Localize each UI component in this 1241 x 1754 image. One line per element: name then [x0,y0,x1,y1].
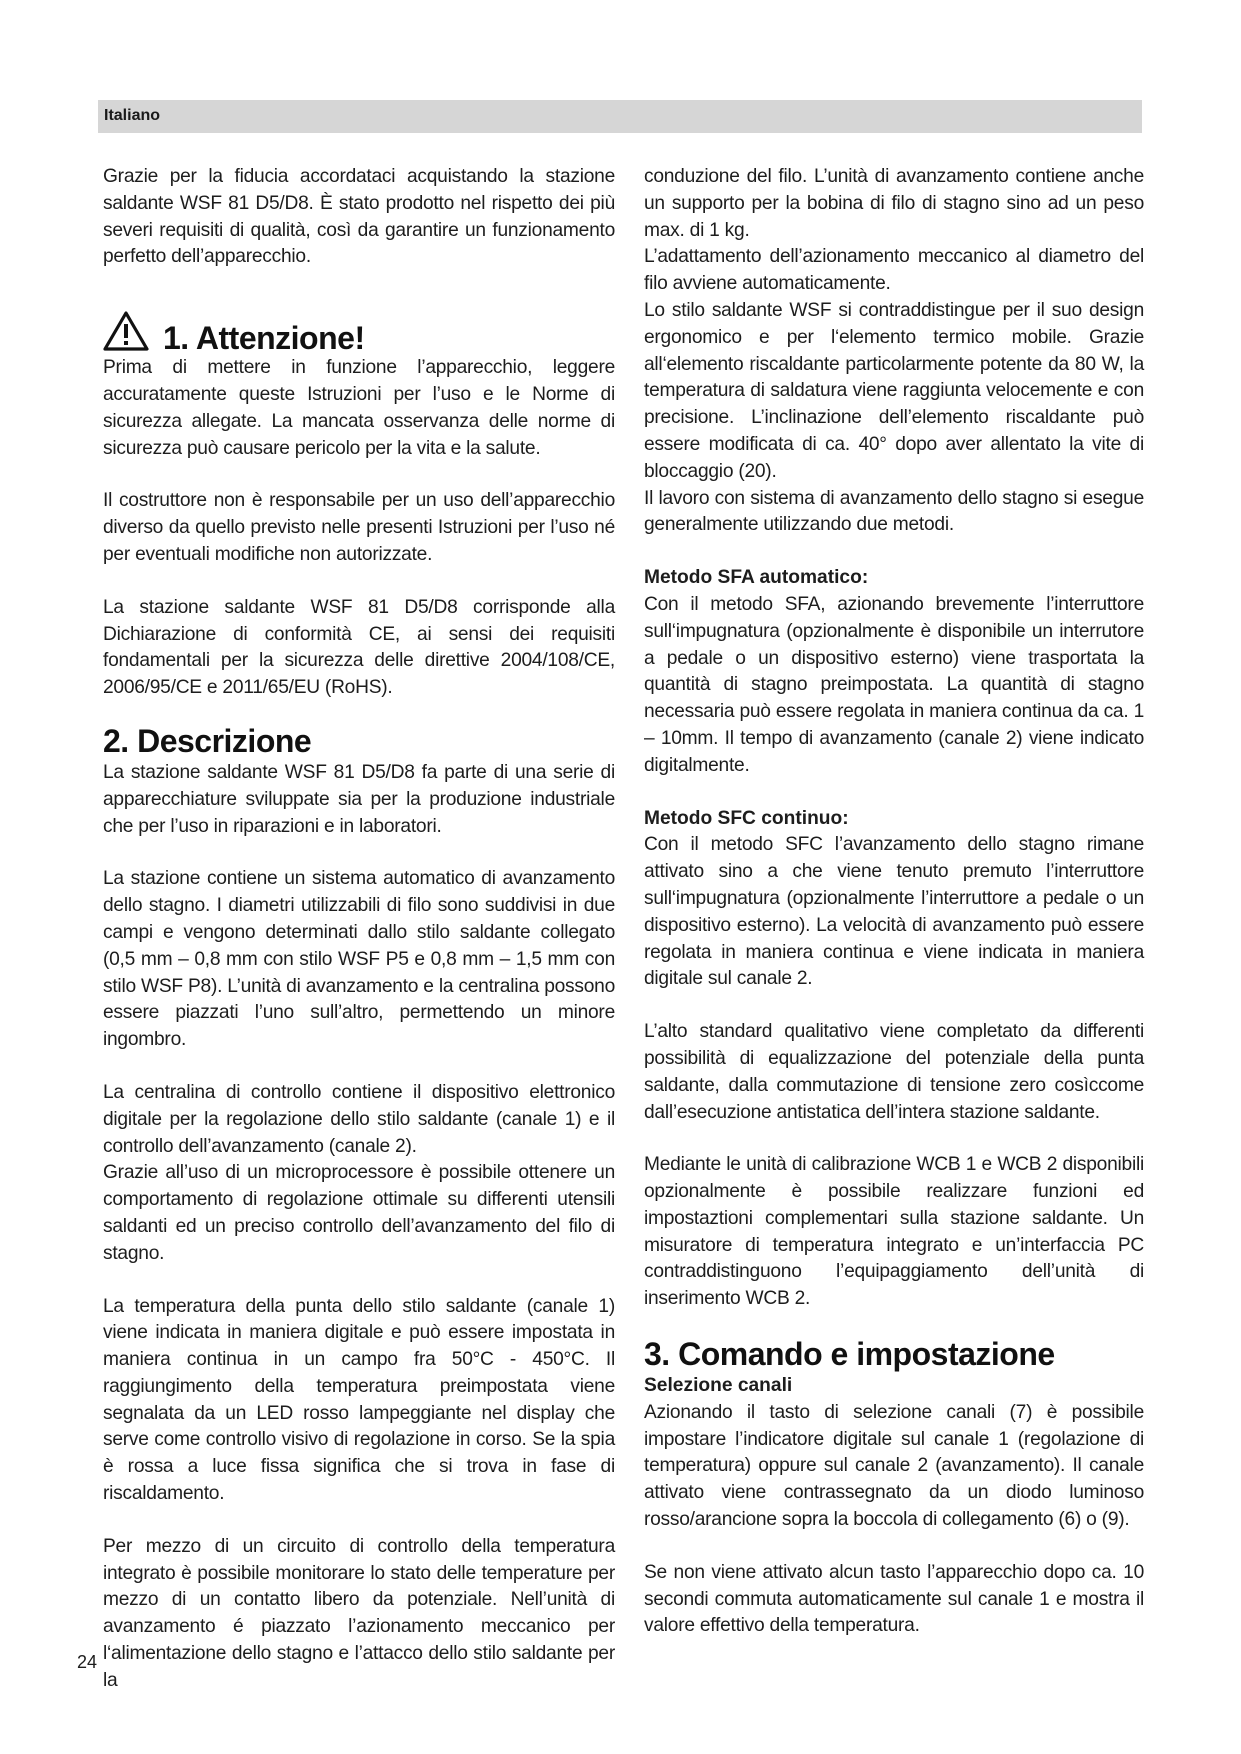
section-heading-description: 2. Descrizione [103,722,312,759]
attention-paragraph-1: Prima di mettere in funzione l’apparecchio, leggere accuratamente queste Istruzioni per l’uso e le Norme di sicurezza allegate. La mancata osservanza delle norme di sicurezza può causare pericolo per la vita e la salute. [103,357,615,459]
description-paragraph-5: La temperatura della punta dello stilo saldante (canale 1) viene indicata in maniera digitale e può essere impostata in maniera continua in un campo fra 50°C - 450°C. Il raggiungimento della temperatura preimpostata viene segnalata da un LED rosso lampeggiante nel display che serve come controllo visivo di regolazione in corso. Se la spia è rossa a luce fissa significa che si trova in fase di riscaldamento. [103,1295,615,1505]
right-paragraph-6: Mediante le unità di calibrazione WCB 1 e WCB 2 disponibili opzionalmente è possibile realizzare funzioni ed impostaztioni complementari sulla stazione saldante. Un misuratore di temperatura integrato e un’interfaccia PC contraddistinguono l’equipaggiamento dell’unità di inserimento WCB 2. [644,1154,1144,1310]
channel-selection-paragraph: Azionando il tasto di selezione canali (7) è possibile impostare l’indicatore digitale sul canale 1 (regolazione di temperatura) oppure sul canale 2 (avanzamento). Il canale attivato viene contrassegnato da un diodo luminoso rosso/arancione sopra la boccola di collegamento (6) o (9). [644,1401,1144,1531]
right-column [644,164,1144,1640]
right-paragraph-4: Il lavoro con sistema di avanzamento dello stagno si esegue generalmente utilizzando due metodi. [644,487,1144,536]
sfa-method-paragraph: Con il metodo SFA, azionando brevemente l’interruttore sull‘impugnatura (opzionalmente è disponibile un interrutore a pedale o un dispositivo esterno) viene trasportata la quantità di stagno preimpostata. La quantità di stagno necessaria può essere regolata in maniera continua da ca. 1 – 10mm. Il tempo di avanzamento (canale 2) viene indicato digitalmente. [644,593,1144,776]
right-paragraph-2: L’adattamento dell’azionamento meccanico al diametro del filo avviene automaticamente. [644,246,1144,295]
right-paragraph-7: Se non viene attivato alcun tasto l’apparecchio dopo ca. 10 secondi commuta automaticamente sul canale 1 e mostra il valore effettivo della temperatura. [644,1561,1144,1637]
attention-paragraph-2: Il costruttore non è responsabile per un uso dell’apparecchio diverso da quello previsto nelle presenti Istruzioni per l’uso né per eventuali modifiche non autorizzate. [103,490,615,565]
channel-selection-title: Selezione canali [644,1375,793,1397]
language-bar [98,100,1142,133]
description-paragraph-6: Per mezzo di un circuito di controllo della temperatura integrato è possibile monitorare lo stato delle temperature per mezzo di un contatto libero da potenziale. Nell’unità di avanzamento é piazzato l’azionamento meccanico per l‘alimentazione dello stagno e l’attacco dello stilo saldante per la [103,1535,615,1691]
language-label: Italiano [104,107,161,124]
description-paragraph-2: La stazione contiene un sistema automatico di avanzamento dello stagno. I diametri utilizzabili di filo sono suddivisi in due campi e vengono determinati dallo stilo saldante collegato (0,5 mm – 0,8 mm con stilo WSF P5 e 0,8 mm – 1,5 mm con stilo WSF P8). L’unità di avanzamento e la centralina possono essere piazzati l’uno sull’altro, permettendo un minore ingombro. [103,868,615,1051]
intro-paragraph: Grazie per la fiducia accordataci acquistando la stazione saldante WSF 81 D5/D8. È stato prodotto nel rispetto dei più severi requisiti di qualità, così da garantire un funzionamento perfetto dell’apparecchio. [103,166,615,268]
description-paragraph-4: Grazie all’uso di un microprocessore è possibile ottenere un comportamento di regolazione ottimale su differenti utensili saldanti ed un preciso controllo dell’avanzamento del filo di stagno. [103,1162,615,1264]
description-paragraph-1: La stazione saldante WSF 81 D5/D8 fa parte di una serie di apparecchiature sviluppate sia per la produzione industriale che per l’uso in riparazioni e in laboratori. [103,761,615,837]
section-heading-attention: 1. Attenzione! [163,320,365,357]
sfc-method-title: Metodo SFC continuo: [644,807,849,829]
right-paragraph-1: conduzione del filo. L’unità di avanzamento contiene anche un supporto per la bobina di filo di stagno sino ad un peso max. di 1 kg. [644,166,1144,241]
attention-heading-row [103,311,615,357]
page-number: 24 [77,1652,98,1672]
sfc-method-paragraph: Con il metodo SFC l’avanzamento dello stagno rimane attivato sino a che viene tenuto premuto l’interruttore sull‘impugnatura (opzionalmente l’interruttore a pedale o un dispositivo esterno). La velocità di avanzamento può essere regolata in maniera continua e viene indicata in maniera digitale sul canale 2. [644,834,1144,990]
attention-paragraph-3: La stazione saldante WSF 81 D5/D8 corrisponde alla Dichiarazione di conformità CE, ai sensi dei requisiti fondamentali per la sicurezza delle direttive 2004/108/CE, 2006/95/CE e 2011/65/EU (RoHS). [103,596,615,699]
left-column [103,164,615,1695]
right-paragraph-5: L’alto standard qualitativo viene completato da differenti possibilità di equalizzazione del potenziale della punta saldante, dalla commutazione di tensione zero cosìccome dall’esecuzione antistatica dell’intera stazione saldante. [644,1021,1144,1123]
section-heading-operation: 3. Comando e impostazione [644,1336,1055,1373]
warning-triangle-icon [103,311,149,351]
description-paragraph-3: La centralina di controllo contiene il dispositivo elettronico digitale per la regolazione dello stilo saldante (canale 1) e il controllo dell’avanzamento (canale 2). [103,1081,615,1157]
sfa-method-title: Metodo SFA automatico: [644,567,869,589]
right-paragraph-3: Lo stilo saldante WSF si contraddistingue per il suo design ergonomico e per l‘elemento termico mobile. Grazie all‘elemento riscaldante particolarmente potente da 80 W, la temperatura di saldatura viene raggiunta velocemente e con precisione. L’inclinazione dell’elemento riscaldante può essere modificata di ca. 40° dopo aver allentato la vite di bloccaggio (20). [644,299,1144,482]
